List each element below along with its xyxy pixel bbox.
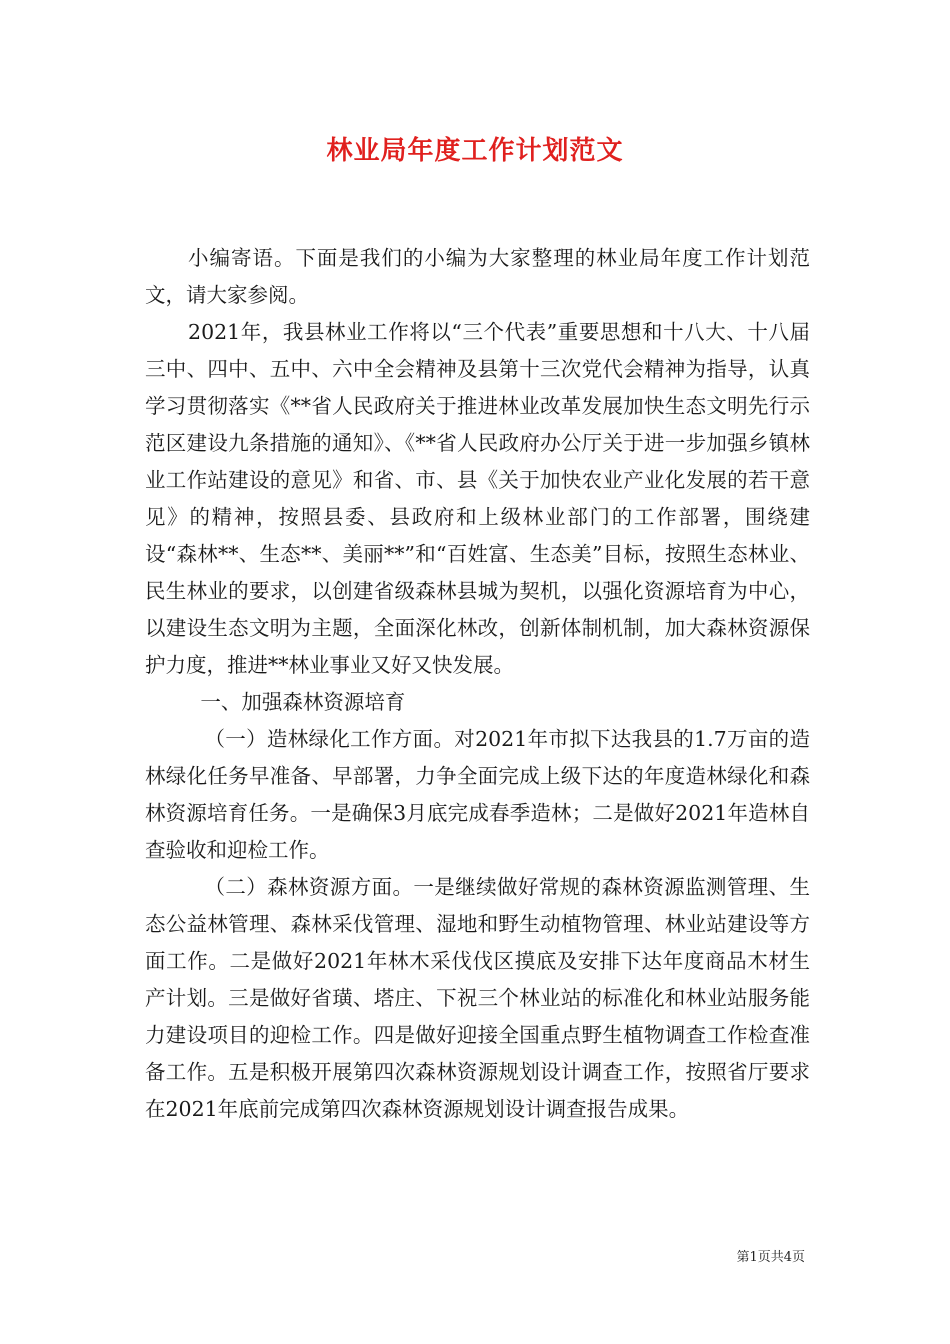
document-body xyxy=(145,240,810,1128)
page-number: 第1页共4页 xyxy=(736,1250,805,1265)
paragraph-afforestation: （一）造林绿化工作方面。对2021年市拟下达我县的1.7万亩的造林绿化任务早准备、早部署，力争全面完成上级下达的年度造林绿化和森林资源培育任务。一是确保3月底完成春季造林；二是做好2021年造林自查验收和迎检工作。 xyxy=(145,727,810,862)
document-title: 林业局年度工作计划范文 xyxy=(326,136,624,166)
paragraph-overview: 2021年，我县林业工作将以“三个代表”重要思想和十八大、十八届三中、四中、五中、六中全会精神及县第十三次党代会精神为指导，认真学习贯彻落实《**省人民政府关于推进林业改革发展加快生态文明先行示范区建设九条措施的通知》、《**省人民政府办公厅关于进一步加强乡镇林业工作站建设的意见》和省、市、县《关于加快农业产业化发展的若干意见》的精神，按照县委、县政府和上级林业部门的工作部署，围绕建设“森林**、生态**、美丽**”和“百姓富、生态美”目标，按照生态林业、民生林业的要求，以创建省级森林县城为契机，以强化资源培育为中心，以建设生态文明为主题，全面深化林改，创新体制机制，加大森林资源保护力度，推进**林业事业又好又快发展。 xyxy=(145,320,810,677)
paragraph-intro: 小编寄语。下面是我们的小编为大家整理的林业局年度工作计划范文，请大家参阅。 xyxy=(145,246,810,307)
section-heading: 一、加强森林资源培育 xyxy=(200,690,406,714)
paragraph-forest-resources: （二）森林资源方面。一是继续做好常规的森林资源监测管理、生态公益林管理、森林采伐管理、湿地和野生动植物管理、林业站建设等方面工作。二是做好2021年林木采伐伐区摸底及安排下达年度商品木材生产计划。三是做好省璜、塔庄、下祝三个林业站的标准化和林业站服务能力建设项目的迎检工作。四是做好迎接全国重点野生植物调查工作检查准备工作。五是积极开展第四次森林资源规划设计调查工作，按照省厅要求在2021年底前完成第四次森林资源规划设计调查报告成果。 xyxy=(145,875,810,1121)
